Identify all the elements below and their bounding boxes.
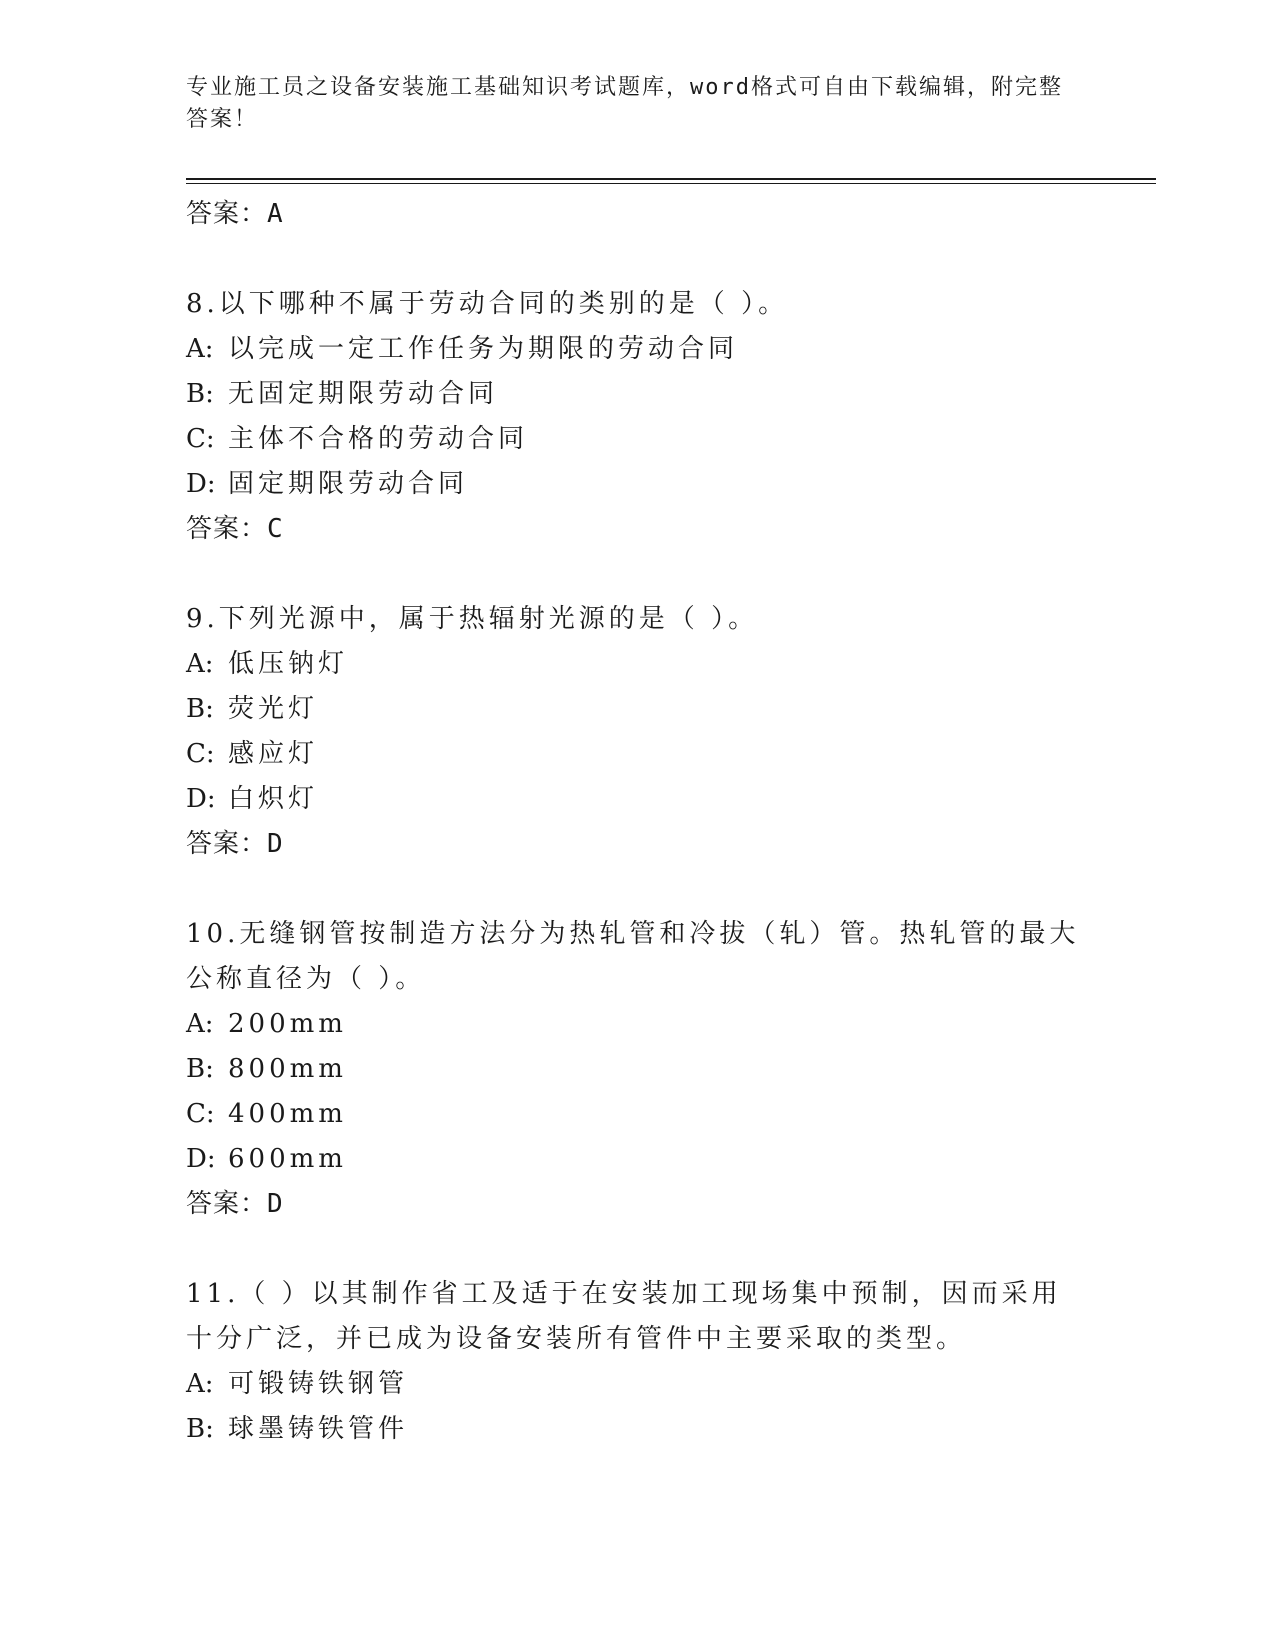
answer-line: 答案：C (186, 514, 284, 544)
option-c (186, 1092, 1086, 1137)
option-b (186, 1407, 1086, 1452)
option-text: 600mm (228, 1144, 347, 1174)
option-text: 无固定期限劳动合同 (228, 379, 499, 409)
option-c (186, 732, 1086, 777)
option-letter: C: (186, 424, 215, 454)
option-letter: A: (186, 649, 214, 679)
option-text: 白炽灯 (228, 784, 319, 814)
question-text: 10.无缝钢管按制造方法分为热轧管和冷拔（轧）管。热轧管的最大公称直径为（ ）。 (186, 919, 1080, 994)
option-b (186, 687, 1086, 732)
question-text: 11.（ ）以其制作省工及适于在安装加工现场集中预制，因而采用十分广泛，并已成为设备安装所有管件中主要采取的类型。 (186, 1279, 1062, 1354)
answer-line: 答案：A (186, 199, 284, 229)
header-divider-thick (186, 178, 1156, 180)
option-text: 以完成一定工作任务为期限的劳动合同 (228, 334, 739, 364)
option-letter: B: (186, 1054, 214, 1084)
option-a (186, 327, 1086, 372)
option-text: 400mm (228, 1099, 347, 1129)
option-text: 200mm (228, 1009, 347, 1039)
option-letter: A: (186, 334, 214, 364)
option-text: 荧光灯 (228, 694, 319, 724)
option-b (186, 372, 1086, 417)
option-a (186, 1002, 1086, 1047)
option-b (186, 1047, 1086, 1092)
answer-line: 答案：D (186, 829, 284, 859)
option-d (186, 1137, 1086, 1182)
answer-line: 答案：D (186, 1189, 284, 1219)
option-c (186, 417, 1086, 462)
question-text: 8.以下哪种不属于劳动合同的类别的是（ ）。 (186, 289, 789, 319)
option-a (186, 642, 1086, 687)
question-text: 9.下列光源中，属于热辐射光源的是（ ）。 (186, 604, 759, 634)
question-item (186, 597, 1086, 866)
option-text: 固定期限劳动合同 (228, 469, 469, 499)
option-text: 低压钠灯 (228, 649, 349, 679)
option-letter: D: (186, 469, 216, 499)
question-item (186, 1272, 1086, 1452)
option-text: 球墨铸铁管件 (228, 1414, 409, 1444)
option-letter: C: (186, 739, 215, 769)
option-letter: B: (186, 694, 214, 724)
option-d (186, 777, 1086, 822)
option-letter: B: (186, 1414, 214, 1444)
option-a (186, 1362, 1086, 1407)
question-item (186, 912, 1086, 1226)
option-text: 主体不合格的劳动合同 (228, 424, 529, 454)
option-text: 可锻铸铁钢管 (228, 1369, 409, 1399)
option-letter: D: (186, 784, 216, 814)
option-letter: A: (186, 1369, 214, 1399)
question-item (186, 282, 1086, 551)
option-letter: B: (186, 379, 214, 409)
question-list (186, 192, 1086, 1452)
option-text: 感应灯 (228, 739, 319, 769)
header-divider-thin (186, 183, 1156, 184)
document-header: 专业施工员之设备安装施工基础知识考试题库，word格式可自由下载编辑，附完整答案！ (186, 75, 1063, 132)
option-letter: C: (186, 1099, 215, 1129)
option-letter: A: (186, 1009, 214, 1039)
option-text: 800mm (228, 1054, 347, 1084)
option-d (186, 462, 1086, 507)
option-letter: D: (186, 1144, 216, 1174)
